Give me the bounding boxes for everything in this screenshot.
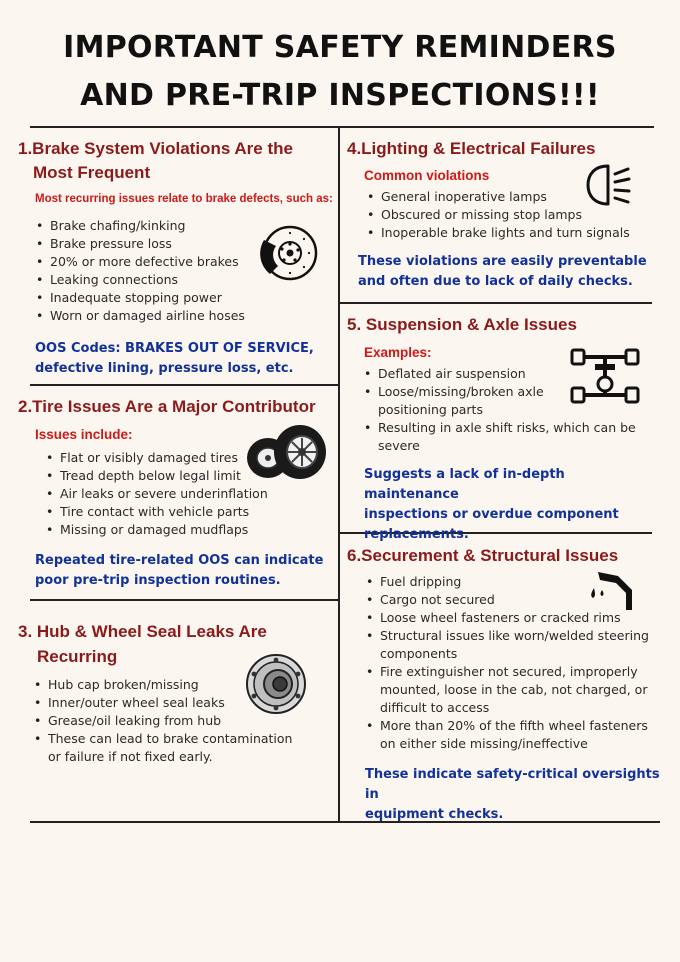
list-item: • Leaking connections [36,271,336,289]
section-2-subtitle: Issues include: [35,427,133,442]
brake-disc-icon [254,222,320,282]
list-item: • Air leaks or severe underinflation [46,485,336,503]
center-divider [338,126,340,822]
list-item: • Hub cap broken/missing [34,676,336,694]
title-line-2: AND PRE-TRIP INSPECTIONS!!! [80,78,600,113]
left-divider-2 [30,599,338,601]
section-6-note: These indicate safety-critical oversights in equipment checks. [365,767,660,822]
headlight-icon [584,162,634,208]
list-item: • Brake chafing/kinking [36,217,336,235]
list-item: • Inoperable brake lights and turn signals [367,224,652,242]
list-item: • Cargo not secured [366,591,662,609]
section-2-note: Repeated tire-related OOS can indicate poor pre-trip inspection routines. [35,553,324,588]
section-1-title: 1.Brake System Violations Are the Most Frequent [18,139,293,182]
section-4-subtitle: Common violations [364,168,490,183]
section-5-title: 5. Suspension & Axle Issues [347,315,577,334]
list-item: • More than 20% of the fifth wheel fasteners on either side missing/ineffective [366,717,662,753]
list-item: • Brake pressure loss [36,235,336,253]
list-item: • Resulting in axle shift risks, which can be severe [364,419,652,455]
right-divider-1 [340,302,652,304]
section-5-note: Suggests a lack of in-depth maintenance inspections or overdue component replacements. [364,467,619,542]
list-item: • 20% or more defective brakes [36,253,336,271]
section-4-title: 4.Lighting & Electrical Failures [347,139,596,158]
wheel-hub-icon [244,652,308,716]
list-item: • Fuel dripping [366,573,662,591]
list-item: • Loose/missing/broken axle positioning parts [364,383,652,419]
list-item: • Fire extinguisher not secured, improperly mounted, loose in the cab, not charged, or difficult to access [366,663,662,717]
top-divider [30,126,654,128]
section-2-title: 2.Tire Issues Are a Major Contributor [18,397,316,416]
fuel-nozzle-icon [588,566,636,612]
list-item: • These can lead to brake contamination or failure if not fixed early. [34,730,336,766]
list-item: • Grease/oil leaking from hub [34,712,336,730]
section-5-subtitle: Examples: [364,345,432,360]
list-item: • Inner/outer wheel seal leaks [34,694,336,712]
list-item: • Deflated air suspension [364,365,652,383]
list-item: • Worn or damaged airline hoses [36,307,336,325]
list-item: • Obscured or missing stop lamps [367,206,652,224]
tires-icon [244,422,328,482]
list-item: • Inadequate stopping power [36,289,336,307]
axle-chassis-icon [568,346,642,408]
section-4-note: These violations are easily preventable and often due to lack of daily checks. [358,254,647,289]
page-title [0,24,680,120]
list-item: • Missing or damaged mudflaps [46,521,336,539]
section-6-title: 6.Securement & Structural Issues [347,546,619,565]
list-item: • Tread depth below legal limit [46,467,336,485]
left-divider-1 [30,384,338,386]
list-item: • Structural issues like worn/welded steering components [366,627,662,663]
list-item: • Flat or visibly damaged tires [46,449,336,467]
list-item: • Tire contact with vehicle parts [46,503,336,521]
title-line-1: IMPORTANT SAFETY REMINDERS [63,30,617,65]
list-item: • Loose wheel fasteners or cracked rims [366,609,662,627]
section-3-title: 3. Hub & Wheel Seal Leaks Are Recurring [18,622,267,666]
section-lighting-electrical [347,137,652,292]
section-1-note: OOS Codes: BRAKES OUT OF SERVICE, defective lining, pressure loss, etc. [35,341,314,376]
section-1-subtitle: Most recurring issues relate to brake defects, such as: [35,193,333,205]
list-item: • General inoperative lamps [367,188,652,206]
